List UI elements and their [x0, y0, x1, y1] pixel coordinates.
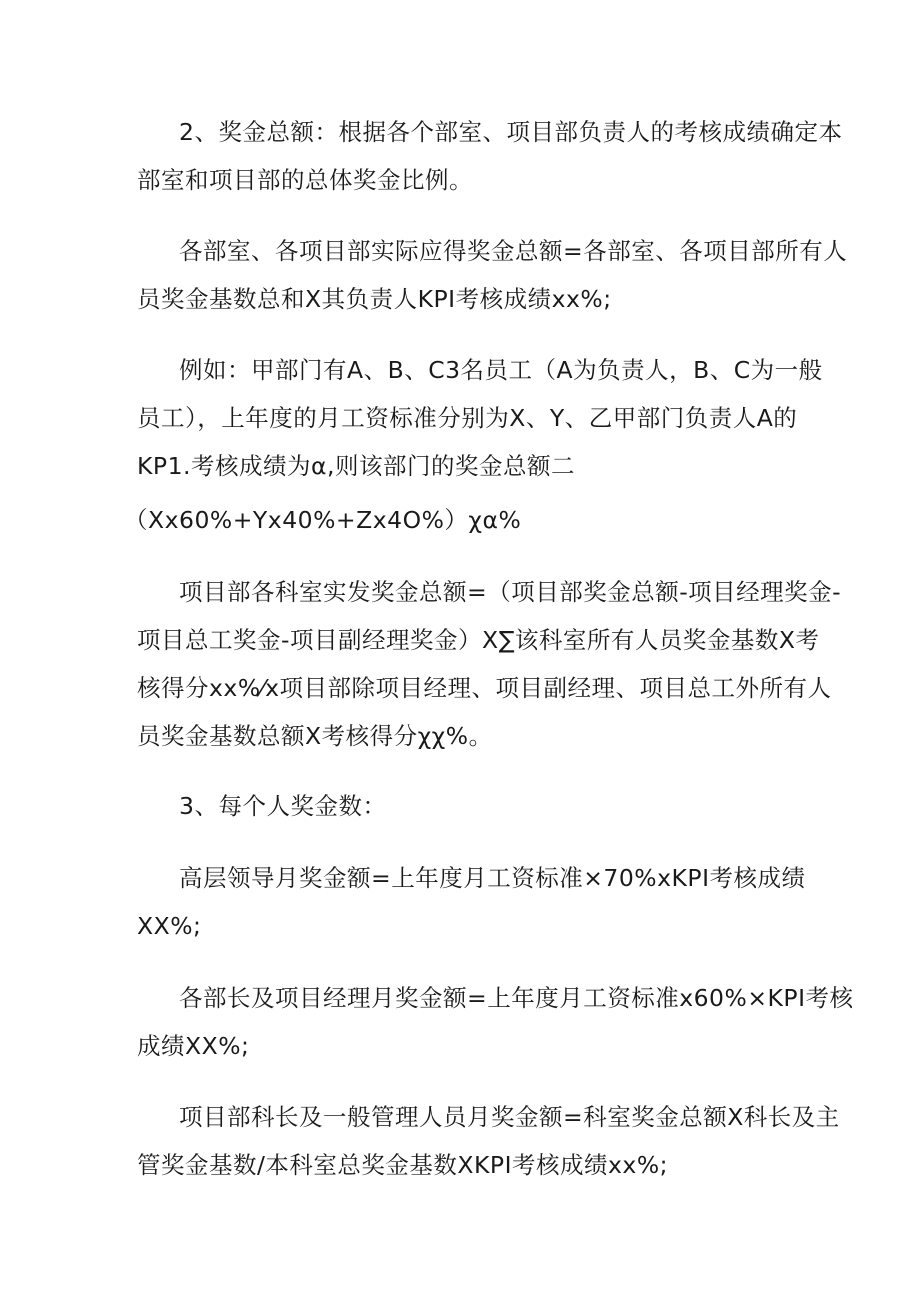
paragraph-example-formula: （Xx60%+Yx40%+Zx4O%）χα% [124, 506, 522, 534]
paragraph-section-bonus-line-1: 项目部各科室实发奖金总额=（项目部奖金总额-项目经理奖金- [179, 578, 842, 606]
paragraph-dept-bonus-line-2: 员奖金基数总和X其负责人KPI考核成绩xx%; [137, 285, 612, 313]
paragraph-dept-head-line-1: 各部长及项目经理月奖金额=上年度月工资标准x60%×KPI考核 [179, 984, 854, 1012]
heading-individual-bonus: 3、每个人奖金数： [179, 792, 387, 820]
paragraph-section-bonus-line-4: 员奖金基数总额X考核得分χχ%。 [137, 722, 493, 750]
paragraph-example-line-1: 例如：甲部门有A、B、C3名员工（A为负责人，B、C为一般 [179, 356, 823, 384]
paragraph-bonus-total-line-1: 2、奖金总额：根据各个部室、项目部负责人的考核成绩确定本 [179, 118, 843, 146]
paragraph-section-bonus-line-3: 核得分xx%⁄x项目部除项目经理、项目副经理、项目总工外所有人 [137, 674, 832, 702]
paragraph-dept-head-line-2: 成绩XX%; [137, 1032, 250, 1060]
paragraph-section-bonus-line-2: 项目总工奖金-项目副经理奖金）X∑该科室所有人员奖金基数X考 [137, 626, 820, 654]
paragraph-example-line-3: KP1.考核成绩为α,则该部门的奖金总额二 [137, 452, 575, 480]
paragraph-senior-leader-line-1: 高层领导月奖金额=上年度月工资标准×70%xKPI考核成绩 [179, 864, 806, 892]
paragraph-dept-bonus-line-1: 各部室、各项目部实际应得奖金总额=各部室、各项目部所有人 [179, 237, 848, 265]
paragraph-senior-leader-line-2: XX%; [137, 912, 202, 940]
paragraph-section-chief-line-2: 管奖金基数/本科室总奖金基数XKPI考核成绩xx%; [137, 1151, 669, 1179]
paragraph-section-chief-line-1: 项目部科长及一般管理人员月奖金额=科室奖金总额X科长及主 [179, 1103, 840, 1131]
paragraph-example-line-2: 员工），上年度的月工资标准分别为X、Y、乙甲部门负责人A的 [137, 404, 798, 432]
paragraph-bonus-total-line-2: 部室和项目部的总体奖金比例。 [137, 166, 473, 194]
